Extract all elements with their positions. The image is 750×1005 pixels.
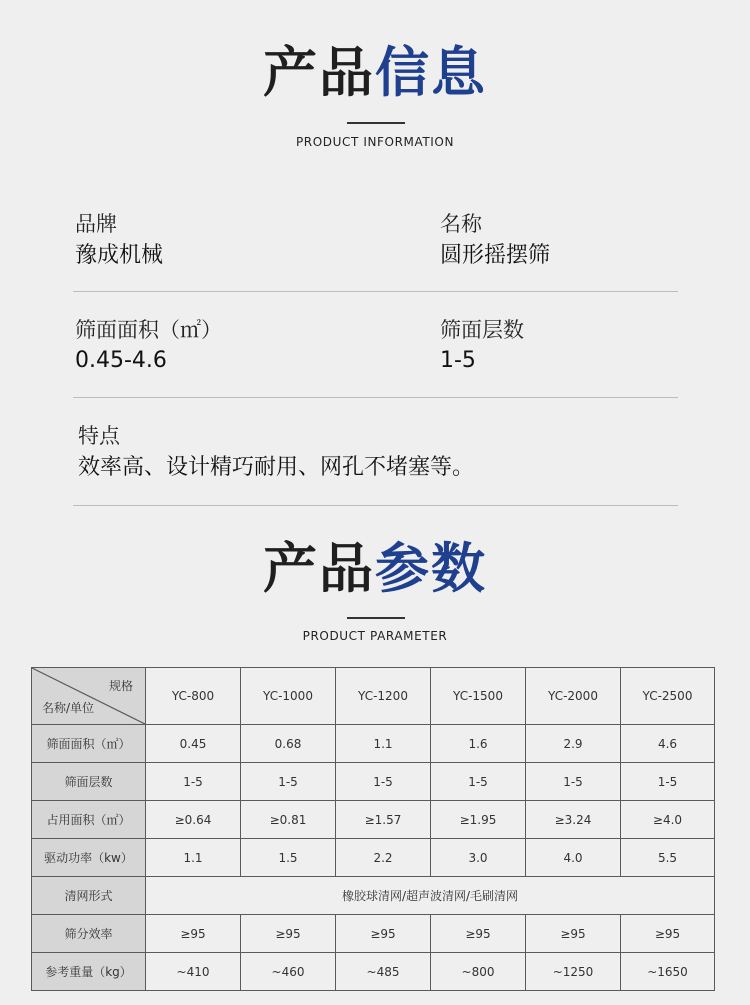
row-name: 筛面层数: [32, 763, 146, 801]
info-divider-2: [73, 397, 678, 398]
model-header: YC-1500: [431, 668, 526, 725]
table-row: [32, 915, 715, 953]
table-cell: ≥0.64: [146, 801, 241, 839]
info-subtitle: PRODUCT INFORMATION: [295, 135, 455, 149]
clean-method-cell: 橡胶球清网/超声波清网/毛刷清网: [146, 877, 715, 915]
table-cell: 1-5: [431, 763, 526, 801]
row-name: 参考重量（kg）: [32, 953, 146, 991]
feature-value: 效率高、设计精巧耐用、网孔不堵塞等。: [78, 455, 475, 480]
table-cell: ~1250: [526, 953, 621, 991]
table-cell: ≥95: [431, 915, 526, 953]
table-cell: 0.68: [241, 725, 336, 763]
name-value: 圆形摇摆筛: [440, 243, 551, 268]
table-header-row: [32, 668, 715, 725]
corner-spec-label: 规格: [108, 679, 133, 693]
table-row: [32, 839, 715, 877]
layers-label: 筛面层数: [440, 318, 524, 342]
info-section-title: [0, 41, 750, 104]
table-cell: 2.9: [526, 725, 621, 763]
table-cell: 5.5: [621, 839, 715, 877]
table-cell: 4.6: [621, 725, 715, 763]
table-cell: 1-5: [526, 763, 621, 801]
brand-value: 豫成机械: [75, 243, 164, 268]
table-cell: ~485: [336, 953, 431, 991]
feature-label: 特点: [78, 424, 120, 448]
info-divider-1: [73, 291, 678, 292]
table-cell: 2.2: [336, 839, 431, 877]
table-cell: ~1650: [621, 953, 715, 991]
info-title-rule: [347, 122, 405, 124]
table-cell: 1.5: [241, 839, 336, 877]
row-name: 筛面面积（㎡）: [32, 725, 146, 763]
table-cell: ≥1.57: [336, 801, 431, 839]
model-header: YC-1200: [336, 668, 431, 725]
table-cell: 1.1: [336, 725, 431, 763]
param-title-blue: 参数: [375, 537, 487, 600]
table-cell: 3.0: [431, 839, 526, 877]
model-header: YC-800: [146, 668, 241, 725]
info-title-dark: 产品: [263, 41, 375, 104]
table-cell: ≥0.81: [241, 801, 336, 839]
table-cell: ≥95: [621, 915, 715, 953]
model-header: YC-2500: [621, 668, 715, 725]
table-cell: 1-5: [241, 763, 336, 801]
table-cell: ≥1.95: [431, 801, 526, 839]
table-row: [32, 725, 715, 763]
info-divider-3: [73, 505, 678, 506]
table-cell: ≥95: [146, 915, 241, 953]
table-cell: ≥3.24: [526, 801, 621, 839]
table-cell: 4.0: [526, 839, 621, 877]
table-cell: ≥4.0: [621, 801, 715, 839]
row-name: 筛分效率: [32, 915, 146, 953]
table-cell: ≥95: [241, 915, 336, 953]
brand-label: 品牌: [75, 212, 117, 236]
area-label: 筛面面积（㎡）: [75, 318, 222, 342]
area-value: 0.45-4.6: [75, 348, 167, 373]
info-title-blue: 信息: [375, 41, 487, 104]
table-cell: 1-5: [336, 763, 431, 801]
name-label: 名称: [440, 212, 482, 236]
table-cell: 1.1: [146, 839, 241, 877]
table-cell: 1-5: [146, 763, 241, 801]
row-name: 占用面积（㎡）: [32, 801, 146, 839]
parameter-table: [31, 667, 715, 991]
param-title-dark: 产品: [263, 537, 375, 600]
table-cell: ≥95: [526, 915, 621, 953]
table-cell: ~410: [146, 953, 241, 991]
row-name: 清网形式: [32, 877, 146, 915]
table-cell: 1.6: [431, 725, 526, 763]
corner-name-unit-label: 名称/单位: [42, 701, 95, 715]
param-title-rule: [347, 617, 405, 619]
layers-value: 1-5: [440, 348, 476, 373]
param-section-title: [0, 537, 750, 600]
table-row: [32, 801, 715, 839]
table-cell: ≥95: [336, 915, 431, 953]
table-cell: ~800: [431, 953, 526, 991]
table-row: [32, 763, 715, 801]
table-cell: ~460: [241, 953, 336, 991]
row-name: 驱动功率（kw）: [32, 839, 146, 877]
table-cell: 0.45: [146, 725, 241, 763]
param-subtitle: PRODUCT PARAMETER: [302, 629, 448, 643]
model-header: YC-2000: [526, 668, 621, 725]
table-cell: 1-5: [621, 763, 715, 801]
model-header: YC-1000: [241, 668, 336, 725]
table-row: [32, 953, 715, 991]
table-corner-cell: [32, 668, 146, 725]
table-row: [32, 877, 715, 915]
